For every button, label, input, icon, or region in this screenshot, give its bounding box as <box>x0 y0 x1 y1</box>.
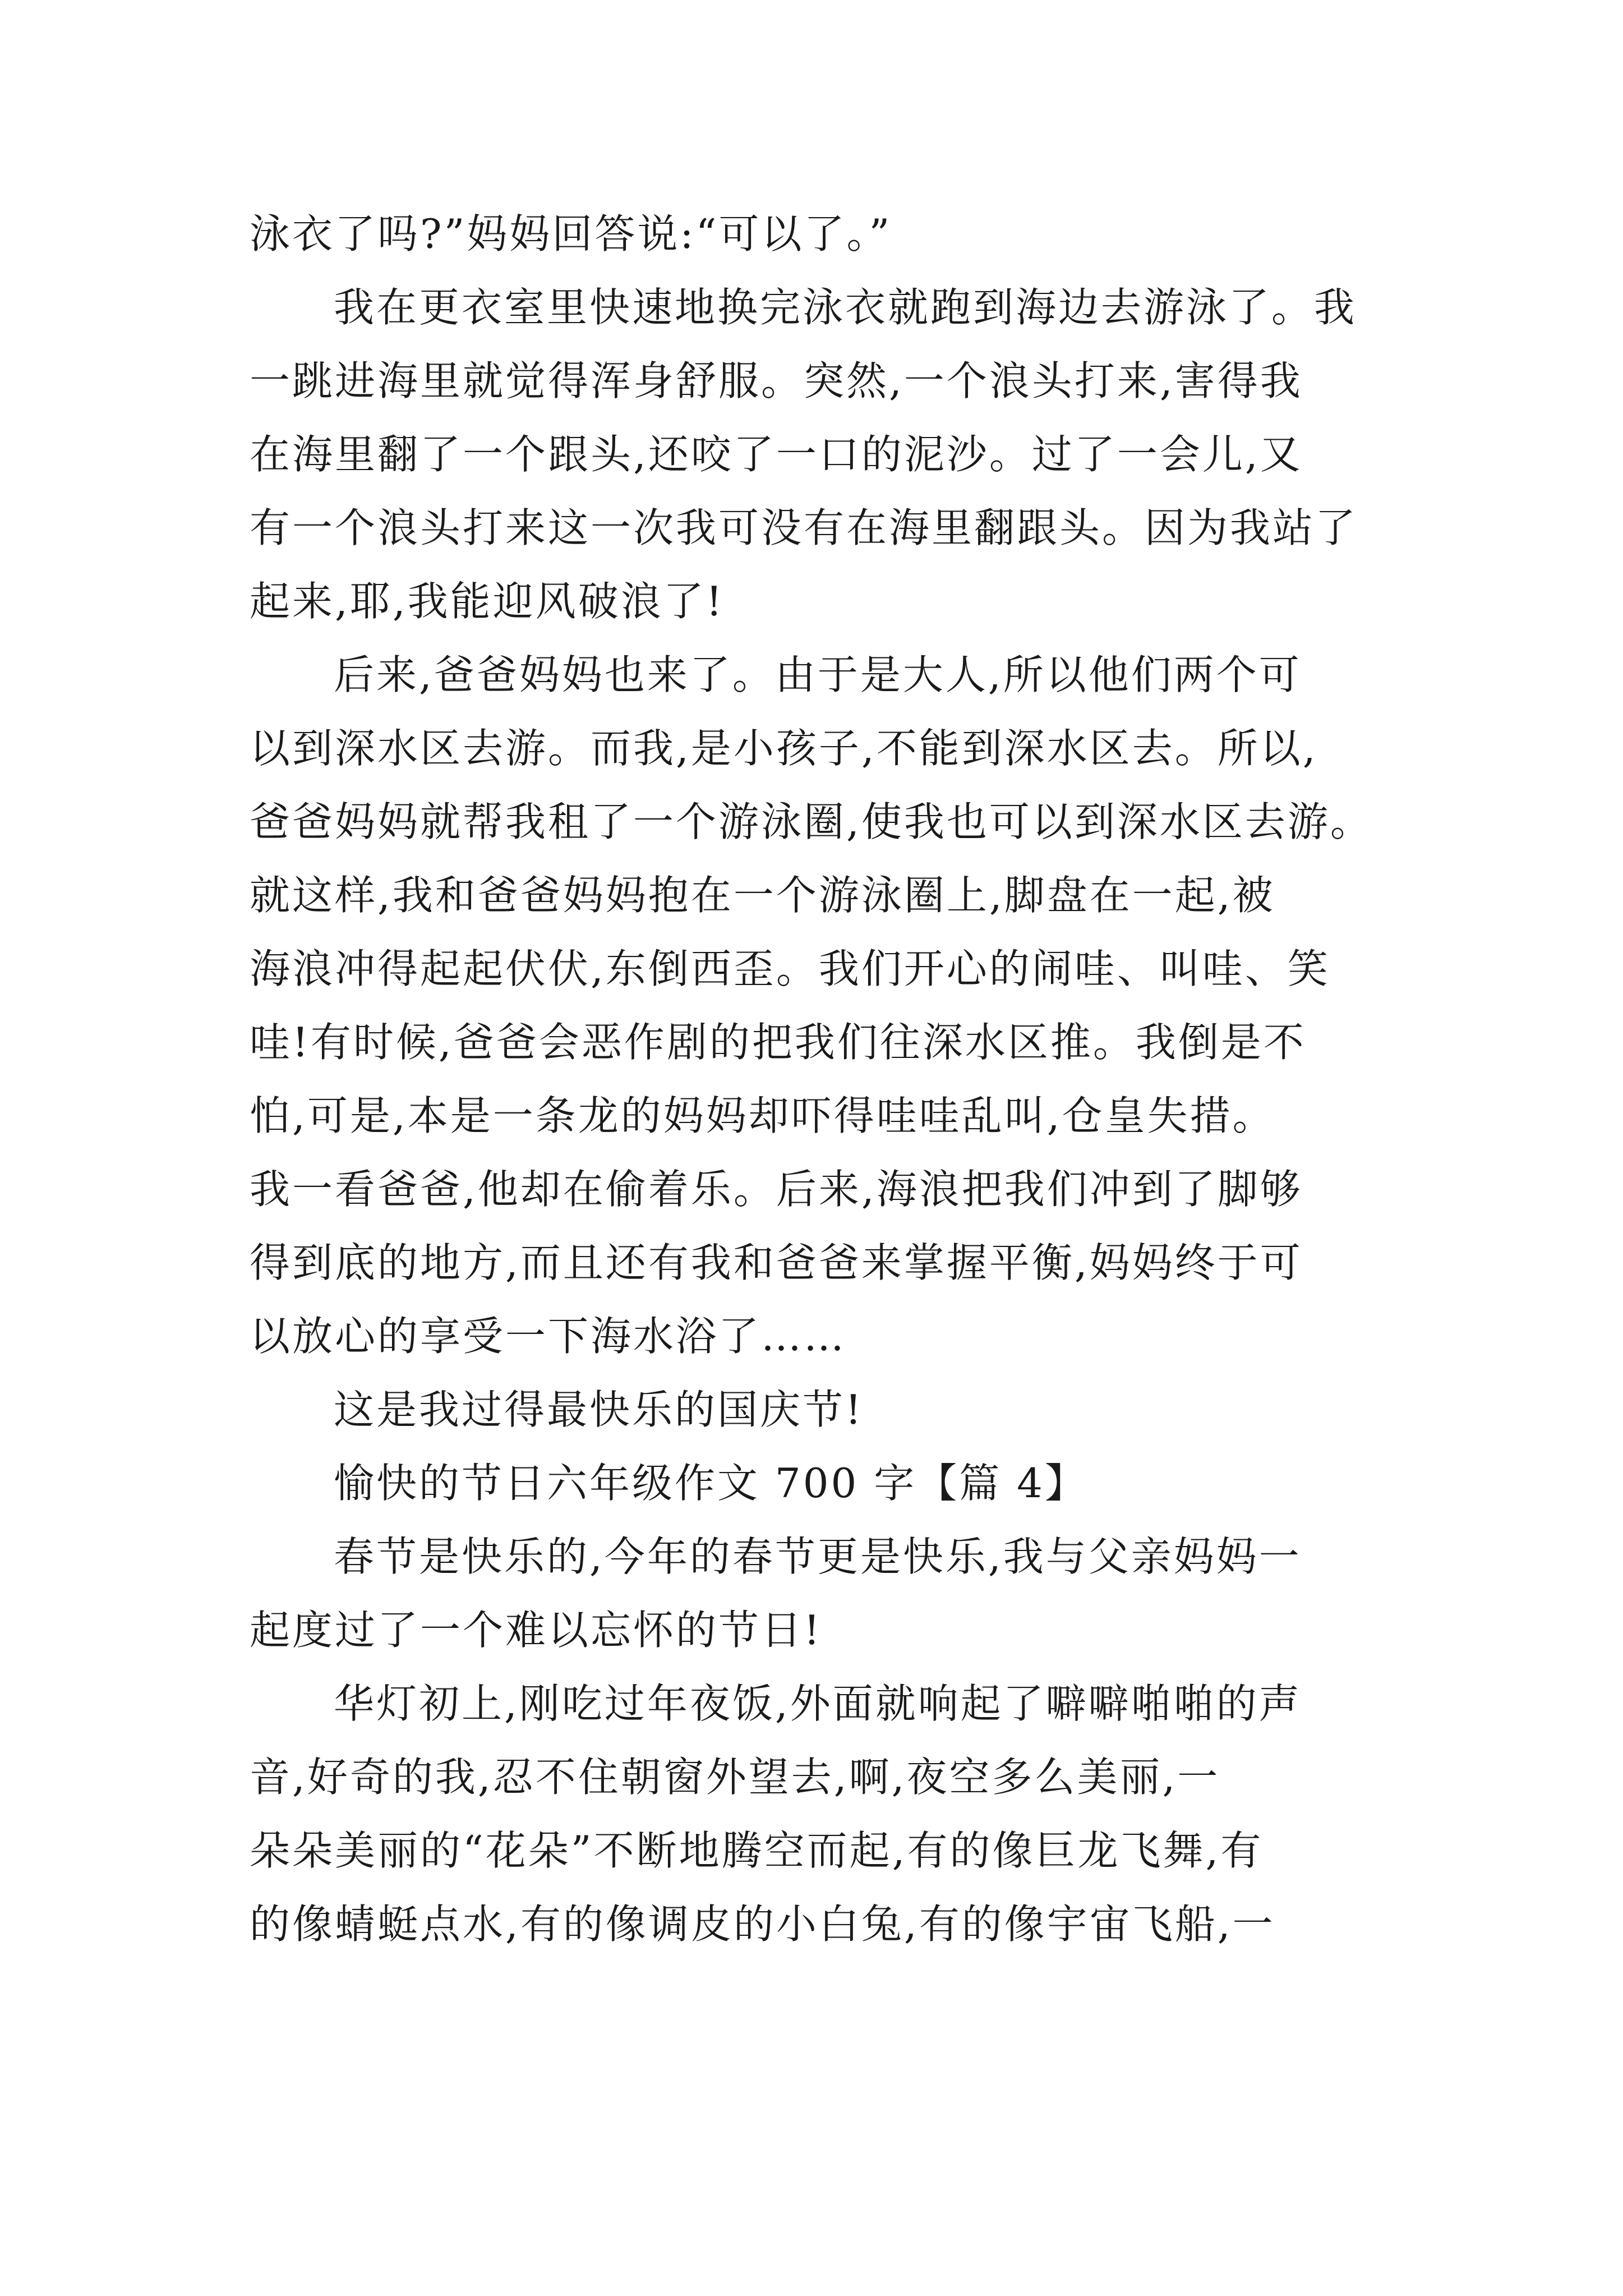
text-line: 以放心的享受一下海水浴了…… <box>250 1313 847 1360</box>
text-line: 爸爸妈妈就帮我租了一个游泳圈,使我也可以到深水区去游。 <box>250 798 1373 845</box>
text-line: 起度过了一个难以忘怀的节日! <box>250 1607 822 1654</box>
text-line: 泳衣了吗?”妈妈回答说:“可以了。” <box>250 210 892 257</box>
text-line: 怕,可是,本是一条龙的妈妈却吓得哇哇乱叫,仓皇失措。 <box>250 1092 1275 1139</box>
text-line: 的像蜻蜓点水,有的像调皮的小白兔,有的像宇宙飞船,一 <box>250 1901 1275 1948</box>
text-line: 海浪冲得起起伏伏,东倒西歪。我们开心的闹哇、叫哇、笑 <box>250 945 1330 992</box>
text-line: 得到底的地方,而且还有我和爸爸来掌握平衡,妈妈终于可 <box>250 1239 1303 1286</box>
section-heading: 愉快的节日六年级作文 700 字【篇 4】 <box>334 1460 1087 1507</box>
text-line: 哇!有时候,爸爸会恶作剧的把我们往深水区推。我倒是不 <box>250 1019 1306 1066</box>
text-line: 这是我过得最快乐的国庆节! <box>334 1386 864 1433</box>
text-line: 后来,爸爸妈妈也来了。由于是大人,所以他们两个可 <box>334 651 1302 698</box>
text-line: 音,好奇的我,忍不住朝窗外望去,啊,夜空多么美丽,一 <box>250 1754 1220 1801</box>
text-line: 就这样,我和爸爸妈妈抱在一个游泳圈上,脚盘在一起,被 <box>250 872 1275 919</box>
text-line: 我在更衣室里快速地换完泳衣就跑到海边去游泳了。我 <box>334 284 1357 331</box>
text-line: 有一个浪头打来这一次我可没有在海里翻跟头。因为我站了 <box>250 504 1358 551</box>
text-line: 朵朵美丽的“花朵”不断地腾空而起,有的像巨龙飞舞,有 <box>250 1827 1264 1874</box>
text-line: 以到深水区去游。而我,是小孩子,不能到深水区去。所以, <box>250 725 1318 772</box>
text-line: 华灯初上,刚吃过年夜饭,外面就响起了噼噼啪啪的声 <box>334 1680 1302 1727</box>
text-line: 我一看爸爸,他却在偷着乐。后来,海浪把我们冲到了脚够 <box>250 1166 1303 1213</box>
text-line: 春节是快乐的,今年的春节更是快乐,我与父亲妈妈一 <box>334 1533 1302 1580</box>
document-text <box>250 197 1399 1961</box>
text-line: 一跳进海里就觉得浑身舒服。突然,一个浪头打来,害得我 <box>250 357 1303 404</box>
text-line: 起来,耶,我能迎风破浪了! <box>250 578 725 625</box>
text-line: 在海里翻了一个跟头,还咬了一口的泥沙。过了一会儿,又 <box>250 431 1303 478</box>
